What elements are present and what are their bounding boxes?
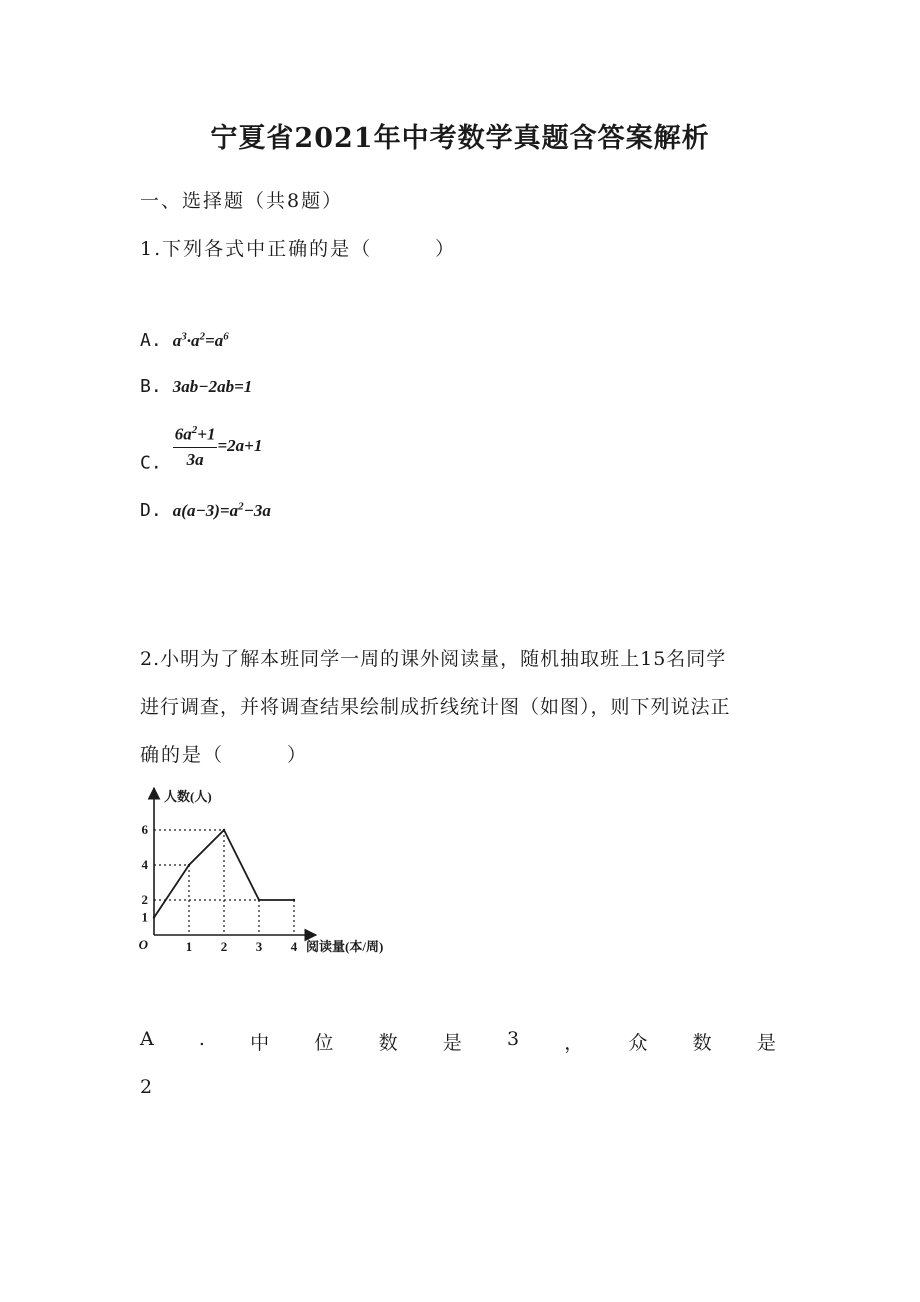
data-series-line	[154, 830, 294, 918]
q2-option-a-wrap: 2	[140, 1076, 155, 1098]
option-a-token: ，	[564, 1032, 584, 1054]
option-a-token: 位	[314, 1032, 334, 1054]
page-title: 宁夏省2021年中考数学真题含答案解析	[210, 123, 710, 154]
y-tick-label: 1	[141, 909, 148, 925]
x-tick-label: 2	[220, 939, 228, 954]
option-d-formula: $a(a-3)=a^2-3a$	[172, 500, 271, 520]
q1-option-a	[140, 330, 229, 351]
line-chart	[138, 780, 400, 966]
x-tick-label: 4	[290, 939, 298, 954]
question-2-stem-line-2: 进行调查，并将调查结果绘制成折线统计图（如图），则下列说法正	[140, 696, 731, 718]
option-a-token: 中	[250, 1032, 270, 1054]
y-tick-label: 4	[141, 857, 148, 872]
option-label: A.	[140, 330, 162, 351]
data-point	[293, 899, 295, 901]
data-point	[188, 864, 190, 866]
x-tick-label: 3	[255, 939, 263, 954]
origin-label: O	[138, 937, 148, 952]
option-label: D.	[140, 500, 162, 521]
y-tick-label: 6	[141, 822, 148, 837]
y-axis-label: 人数(人)	[164, 789, 212, 804]
data-point	[223, 829, 225, 831]
option-a-token: 3	[506, 1028, 520, 1050]
data-point	[153, 916, 155, 918]
option-a-token: 是	[756, 1032, 776, 1054]
question-2-stem-line-3: 确的是（ ）	[140, 744, 309, 766]
question-1-stem: 1.下列各式中正确的是（ ）	[140, 238, 457, 260]
option-a-token: .	[198, 1028, 205, 1050]
q1-option-d	[140, 500, 271, 521]
option-a-token: 众	[628, 1032, 648, 1054]
option-c-formula: $\frac{6a^2+1}{3a}$ =2a+1	[174, 424, 263, 469]
option-a-token: A	[140, 1028, 154, 1050]
option-a-formula: $a^3\cdot a^2=a^6$	[172, 330, 229, 350]
section-heading: 一、选择题（共8题）	[140, 190, 344, 212]
option-a-token: 是	[442, 1032, 462, 1054]
option-b-formula: 3ab−2ab=1	[172, 377, 253, 396]
question-2-stem-line-1: 2.小明为了解本班同学一周的课外阅读量，随机抽取班上15名同学	[140, 648, 727, 670]
q2-option-a	[140, 1028, 776, 1055]
option-label: B.	[140, 376, 162, 397]
x-tick-label: 1	[185, 939, 193, 954]
data-point	[258, 899, 260, 901]
option-a-token: 数	[692, 1032, 712, 1054]
option-a-token: 数	[378, 1032, 398, 1054]
y-tick-label: 2	[141, 892, 148, 907]
q1-option-c	[140, 424, 262, 474]
option-label: C.	[140, 452, 162, 474]
x-axis-label: 阅读量(本/周)	[306, 939, 384, 954]
q1-option-b	[140, 376, 252, 397]
